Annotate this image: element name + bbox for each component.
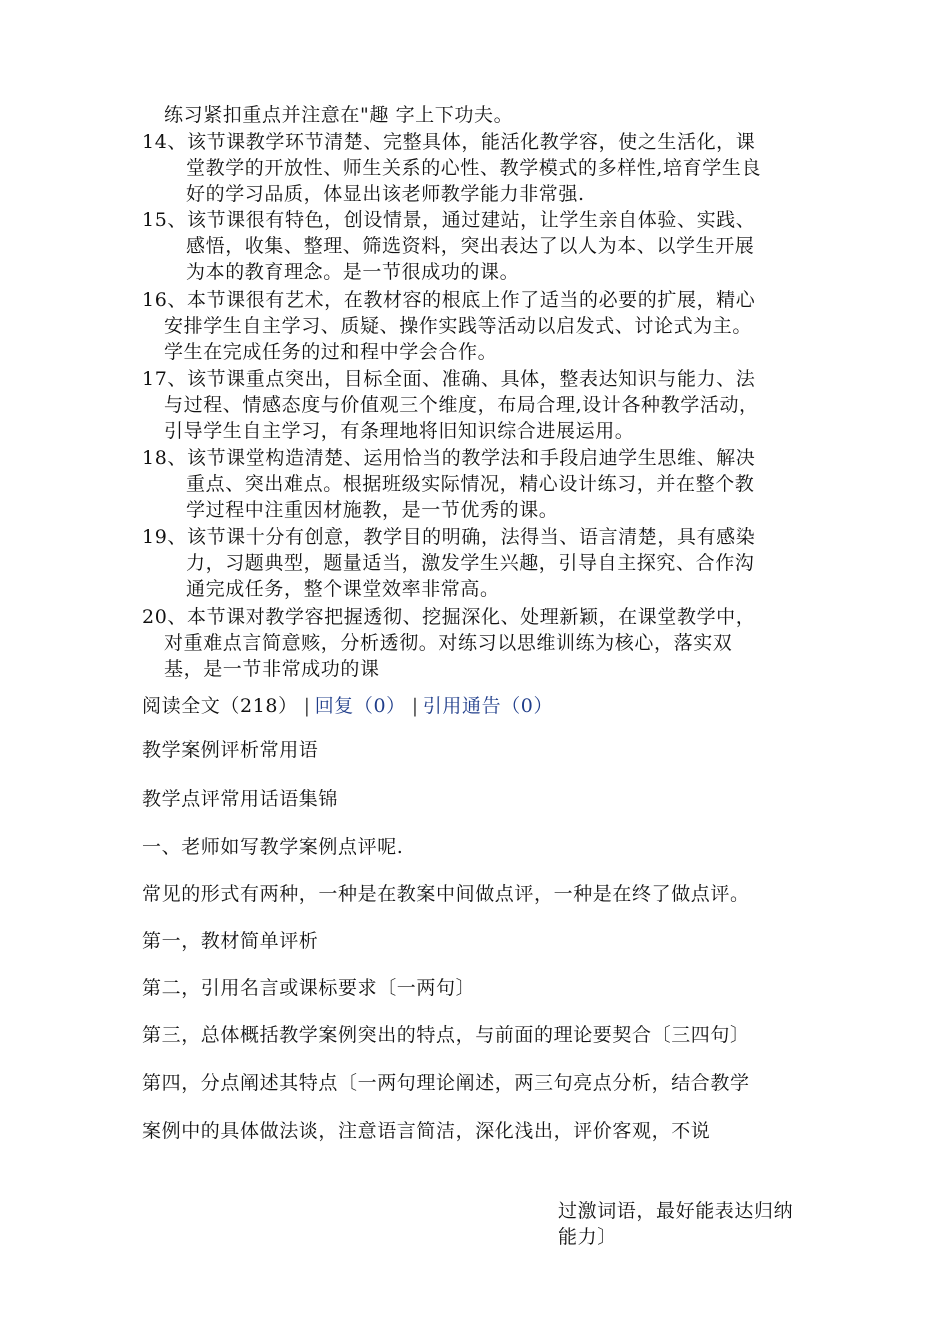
text-line: 重点、突出难点。根据班级实际情况，精心设计练习，并在整个教 — [186, 473, 755, 495]
text-line: 学过程中注重因材施教，是一节优秀的课。 — [186, 499, 559, 521]
text-line: 14、该节课教学环节清楚、完整具体，能活化教学容，使之生活化，课 — [142, 131, 756, 153]
paragraph: 教学案例评析常用语 — [142, 739, 319, 761]
text-line: 堂教学的开放性、师生关系的心性、教学模式的多样性,培育学生良 — [186, 157, 762, 179]
text-line: 对重难点言简意赅，分析透彻。对练习以思维训练为核心，落实双 — [164, 632, 733, 654]
text-line: 学生在完成任务的过和程中学会合作。 — [164, 341, 498, 363]
text-line: 过激词语，最好能表达归纳 — [558, 1200, 794, 1222]
reply-link[interactable]: 回复（0） — [314, 695, 406, 717]
text-line: 感悟，收集、整理、筛选资料，突出表达了以人为本、以学生开展 — [186, 235, 755, 257]
paragraph: 常见的形式有两种，一种是在教案中间做点评，一种是在终了做点评。 — [142, 883, 750, 905]
text-line: 与过程、情感态度与价值观三个维度，布局合理,设计各种教学活动， — [164, 394, 759, 416]
text-line: 力，习题典型，题量适当，激发学生兴趣，引导自主探究、合作沟 — [186, 552, 755, 574]
text-line: 17、该节课重点突出，目标全面、准确、具体，整表达知识与能力、法 — [142, 368, 756, 390]
text-line: 引导学生自主学习，有条理地将旧知识综合进展运用。 — [164, 420, 635, 442]
text-line: 20、本节课对教学容把握透彻、挖掘深化、处理新颖，在课堂教学中， — [142, 606, 756, 628]
text-line: 练习紧扣重点并注意在"趣 字上下功夫。 — [164, 104, 514, 126]
trackback-link[interactable]: 引用通告（0） — [422, 695, 554, 717]
paragraph: 案例中的具体做法谈，注意语言简洁，深化浅出，评价客观，不说 — [142, 1120, 711, 1142]
text-line: 基，是一节非常成功的课 — [164, 658, 380, 680]
text-line: 19、该节课十分有创意，教学目的明确，法得当、语言清楚，具有感染 — [142, 526, 756, 548]
paragraph: 第三，总体概括教学案例突出的特点，与前面的理论要契合〔三四句〕 — [142, 1024, 750, 1046]
text-line: 好的学习品质，体显出该老师教学能力非常强. — [186, 183, 585, 205]
separator: | — [411, 695, 419, 717]
paragraph: 第一，教材简单评析 — [142, 930, 319, 952]
paragraph: 第四，分点阐述其特点〔一两句理论阐述，两三句亮点分析，结合教学 — [142, 1072, 750, 1094]
text-line: 安排学生自主学习、质疑、操作实践等活动以启发式、讨论式为主。 — [164, 315, 753, 337]
post-meta-row — [142, 693, 553, 719]
text-line: 通完成任务，整个课堂效率非常高。 — [186, 578, 500, 600]
text-line: 18、该节课堂构造清楚、运用恰当的教学法和手段启迪学生思维、解决 — [142, 447, 756, 469]
text-line: 16、本节课很有艺术，在教材容的根底上作了适当的必要的扩展，精心 — [142, 289, 756, 311]
paragraph: 第二，引用名言或课标要求〔一两句〕 — [142, 977, 476, 999]
text-line: 能力〕 — [558, 1226, 617, 1248]
text-line: 15、该节课很有特色，创设情景，通过建站，让学生亲自体验、实践、 — [142, 209, 756, 231]
text-line: 为本的教育理念。是一节很成功的课。 — [186, 261, 520, 283]
paragraph: 教学点评常用话语集锦 — [142, 788, 339, 810]
separator: | — [303, 695, 311, 717]
read-all-link[interactable]: 阅读全文（218） — [142, 695, 298, 717]
paragraph: 一、老师如写教学案例点评呢. — [142, 836, 404, 858]
